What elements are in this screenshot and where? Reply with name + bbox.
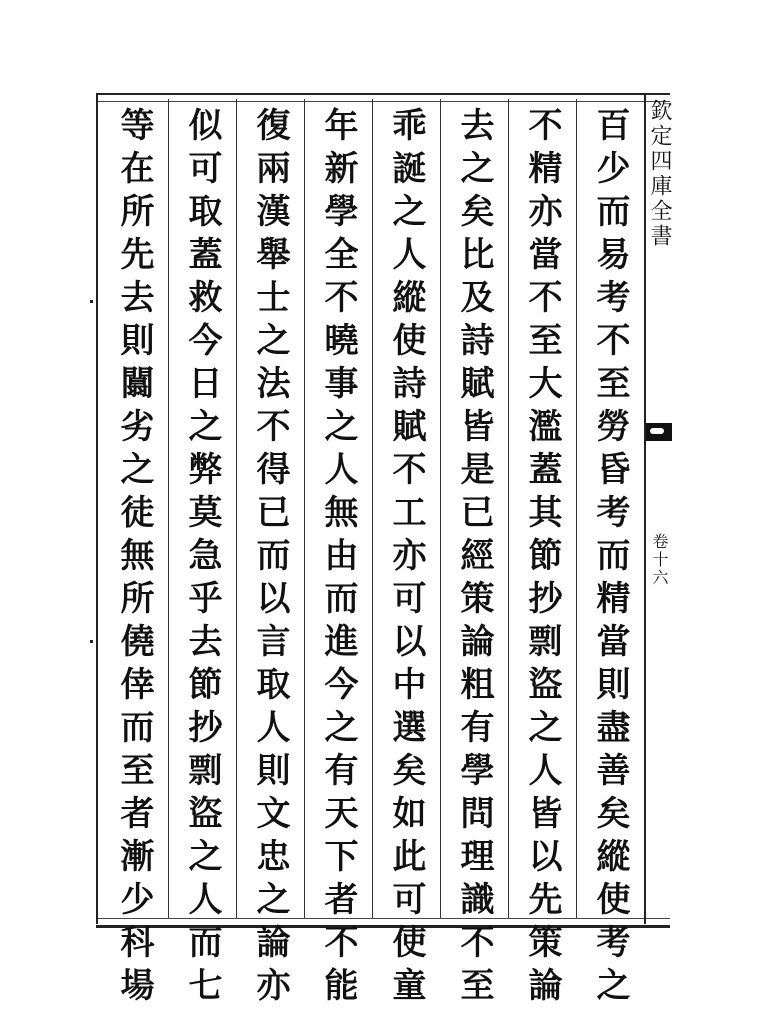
volume-number: 卷十六 (650, 533, 669, 587)
scan-speck (90, 300, 93, 303)
text-column (576, 99, 644, 1010)
column-rule (508, 99, 509, 918)
column-text: 不精亦當不至大濫蓋其節抄剽盜之人皆以先策論 (522, 107, 562, 1010)
scan-speck (90, 640, 93, 643)
text-column (440, 99, 508, 1010)
column-rule (440, 99, 441, 918)
text-column (236, 99, 304, 1010)
book-title: 欽定四庫全書 (647, 99, 672, 249)
column-text: 百少而易考不至勞昏考而精當則盡善矣縱使考之 (590, 107, 630, 1010)
column-text: 去之矣比及詩賦皆是已經策論粗有學問理識不至 (454, 107, 494, 1010)
text-column (372, 99, 440, 1010)
text-column (168, 99, 236, 1010)
text-column (508, 99, 576, 1010)
column-text: 復兩漢舉士之法不得已而以言取人則文忠之論亦 (250, 107, 290, 1010)
column-rule (304, 99, 305, 918)
column-rule (576, 99, 577, 918)
text-column (100, 99, 168, 1010)
column-rule (168, 99, 169, 918)
fishtail-mark (646, 423, 672, 441)
text-column (304, 99, 372, 1010)
column-text: 年新學全不曉事之人無由而進今之有天下者不能 (318, 107, 358, 1010)
text-columns (100, 99, 644, 1010)
column-rule (372, 99, 373, 918)
center-fold-strip (644, 93, 672, 924)
column-text: 等在所先去則闒劣之徒無所僥倖而至者漸少科場 (114, 107, 154, 1010)
column-rule (236, 99, 237, 918)
column-text: 似可取蓋救今日之弊莫急乎去節抄剽盜之人而七 (182, 107, 222, 1010)
column-text: 乖誕之人縱使詩賦不工亦可以中選矣如此可使童 (386, 107, 426, 1010)
